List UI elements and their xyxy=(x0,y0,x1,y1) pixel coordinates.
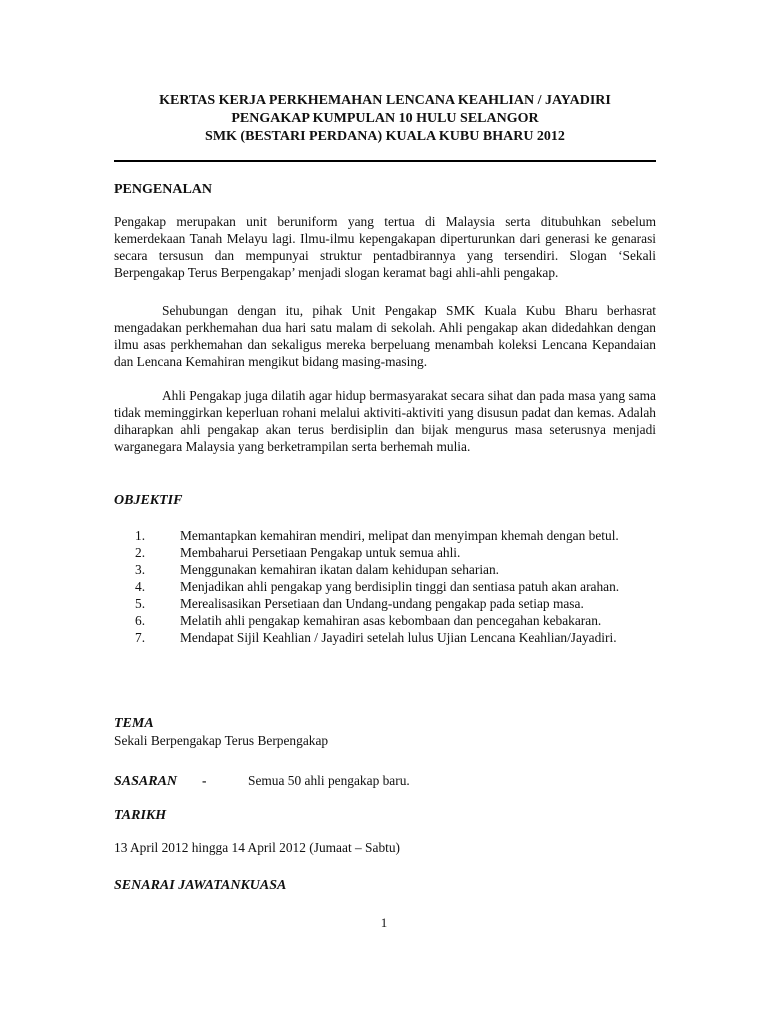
tarikh-text: 13 April 2012 hingga 14 April 2012 (Jumaat – Sabtu) xyxy=(114,840,401,855)
list-item-number: 3. xyxy=(135,562,146,577)
list-item-number: 5. xyxy=(135,596,146,611)
list-item-number: 7. xyxy=(135,630,146,645)
list-item-number: 4. xyxy=(135,579,146,594)
list-item-text: Membaharui Persetiaan Pengakap untuk semua ahli. xyxy=(180,545,461,560)
pengenalan-paragraph-2-wrap xyxy=(114,302,656,370)
header-title-line-2: PENGAKAP KUMPULAN 10 HULU SELANGOR xyxy=(231,111,539,126)
list-item xyxy=(114,612,656,629)
list-item-number: 6. xyxy=(135,613,146,628)
header-title-line-1: KERTAS KERJA PERKHEMAHAN LENCANA KEAHLIAN / JAYADIRI xyxy=(159,93,611,108)
tarikh-heading: TARIKH xyxy=(114,808,167,823)
list-item-text: Melatih ahli pengakap kemahiran asas kebombaan dan pencegahan kebakaran. xyxy=(180,613,602,628)
list-item xyxy=(114,527,656,544)
pengenalan-paragraph-2: Sehubungan dengan itu, pihak Unit Pengakap SMK Kuala Kubu Bharu berhasrat mengadakan perkhemahan dua hari satu malam di sekolah. Ahli pengakap akan didedahkan dengan ilmu asas perkhemahan dan sekaligus mereka berpeluang menambah koleksi Lencana Kepandaian dan Lencana Kemahiran mengikut bidang masing-masing. xyxy=(114,303,656,369)
pengenalan-section xyxy=(114,213,656,281)
list-item-number: 2. xyxy=(135,545,146,560)
senarai-jawatankuasa-heading: SENARAI JAWATANKUASA xyxy=(114,878,287,893)
sasaran-heading: SASARAN xyxy=(114,774,178,789)
sasaran-section xyxy=(114,772,656,790)
tema-section xyxy=(114,715,656,749)
tema-text: Sekali Berpengakap Terus Berpengakap xyxy=(114,733,329,748)
document-header xyxy=(114,92,656,146)
list-item xyxy=(114,544,656,561)
header-title-line-3: SMK (BESTARI PERDANA) KUALA KUBU BHARU 2012 xyxy=(205,129,565,144)
list-item xyxy=(114,578,656,595)
list-item-text: Mendapat Sijil Keahlian / Jayadiri setelah lulus Ujian Lencana Keahlian/Jayadiri. xyxy=(180,630,617,645)
sasaran-text: Semua 50 ahli pengakap baru. xyxy=(248,773,410,788)
objektif-list-wrap xyxy=(114,527,656,646)
list-item xyxy=(114,561,656,578)
tema-heading: TEMA xyxy=(114,716,154,731)
objektif-list xyxy=(114,527,656,646)
objektif-heading: OBJEKTIF xyxy=(114,493,183,508)
sasaran-dash: - xyxy=(202,773,207,788)
list-item xyxy=(114,629,656,646)
pengenalan-paragraph-1: Pengakap merupakan unit beruniform yang tertua di Malaysia serta ditubuhkan sebelum kemerdekaan Tanah Melayu lagi. Ilmu-ilmu kepengakapan diperturunkan dari generasi ke genarasi secara tersusun dan mempunyai struktur pentadbirannya yang tersendiri. Slogan ‘Sekali Berpengakap Terus Berpengakap’ menjadi slogan keramat bagi ahli-ahli pengakap. xyxy=(114,214,656,280)
list-item xyxy=(114,595,656,612)
pengenalan-heading: PENGENALAN xyxy=(114,182,213,197)
pengenalan-paragraph-3: Ahli Pengakap juga dilatih agar hidup bermasyarakat secara sihat dan pada masa yang sama tidak meminggirkan keperluan rohani melalui aktiviti-aktiviti yang disusun padat dan kemas. Adalah diharapkan ahli pengakap akan terus berdisiplin dan bijak mengurus masa seterusnya menjadi warganegara Malaysia yang berketrampilan serta berhemah mulia. xyxy=(114,388,656,454)
pengenalan-paragraph-3-wrap xyxy=(114,387,656,455)
page-number: 1 xyxy=(380,915,388,930)
list-item-text: Memantapkan kemahiran mendiri, melipat dan menyimpan khemah dengan betul. xyxy=(180,528,619,543)
list-item-text: Menjadikan ahli pengakap yang berdisiplin tinggi dan sentiasa patuh akan arahan. xyxy=(180,579,620,594)
list-item-text: Menggunakan kemahiran ikatan dalam kehidupan seharian. xyxy=(180,562,500,577)
list-item-number: 1. xyxy=(135,528,146,543)
list-item-text: Merealisasikan Persetiaan dan Undang-undang pengakap pada setiap masa. xyxy=(180,596,584,611)
header-divider xyxy=(114,160,656,162)
